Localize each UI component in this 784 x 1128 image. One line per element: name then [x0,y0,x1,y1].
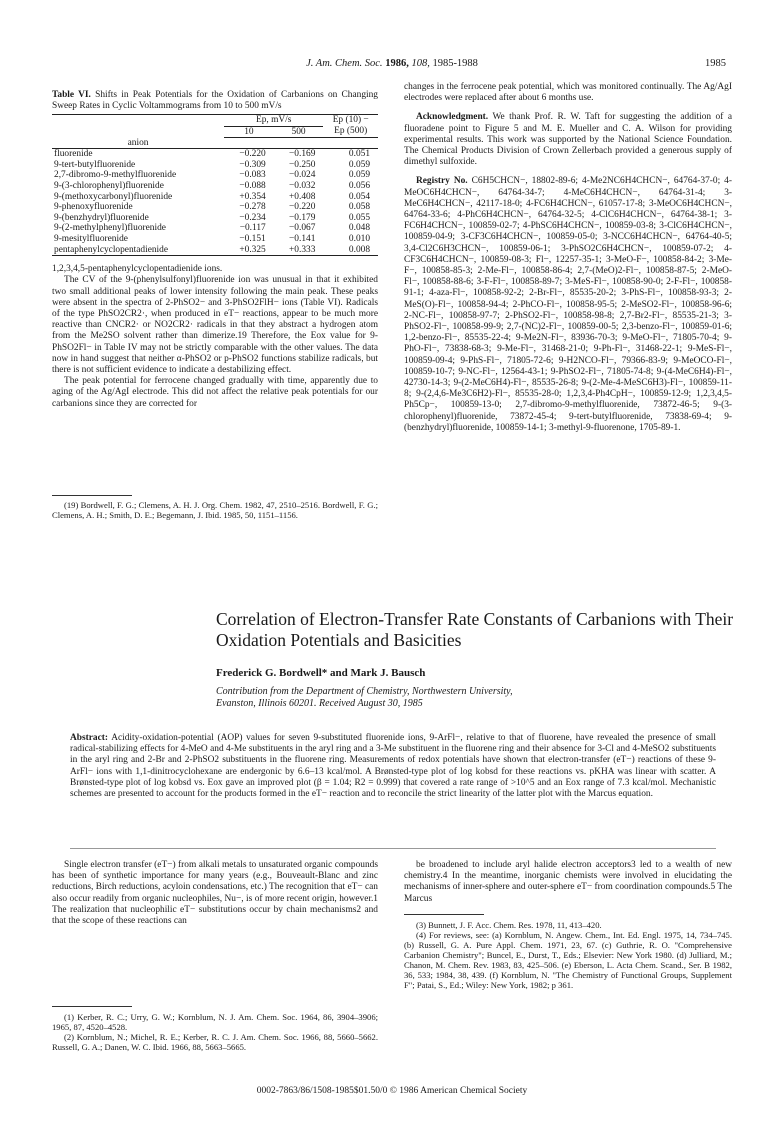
cell-diff: 0.048 [348,223,370,234]
table-row [52,149,378,160]
intro-footnotes-left: (1) Kerber, R. C.; Urry, G. W.; Kornblum, N. J. Am. Chem. Soc. 1964, 86, 3904–3906; 1965, 87, 4520–4528. (2) Kornblum, N.; Michel, R. E.; Kerber, R. C. J. Am. Chem. Soc. 1966, 88, 5660–5662. Russell, G. A.; Danen, W. C. Ibid. 1966, 88, 5663–5665. [52,1012,378,1052]
cell-anion: 9-(3-chlorophenyl)fluorenide [54,181,164,192]
cell-anion: 9-phenoxyfluorenide [54,202,133,213]
table-body [52,149,378,256]
cell-diff: 0.008 [348,244,370,255]
col-10-header: 10 [224,126,274,138]
cell-v10: −0.151 [239,234,266,245]
cell-diff: 0.051 [348,149,370,160]
abstract-rule [70,848,716,849]
left-column-top [52,90,378,410]
cell-diff: 0.058 [348,202,370,213]
cell-diff: 0.055 [348,212,370,223]
cell-anion: 9-tert-butylfluorenide [54,159,136,170]
right-column-top: changes in the ferrocene peak potential, which was monitored continually. The Ag/AgI electrodes were replaced after about 6 months use. Acknowledgment. We thank Prof. R. W. Taft for suggesting the addition of a fluoradene point to Figure 5 and M. E. Mueller and C. A. Wilson for providing experimental results. This work was supported by the National Science Foundation. The Chemical Products Division of Crown Zellerbach provided a generous supply of dimethyl sulfoxide. Registry No. C6H5CHCN−, 18802-89-6; 4-Me2NC6H4CHCN−, 64764-37-0; 4-MeOC6H4CHCN−, 64764-34-7; 4-MeC6H4CHCN−, 64764-31-4; 3-MeC6H4CHCN−, 42117-18-0; 4-FC6H4CHCN−, 61057-17-8; 3-MeOC6H4CHCN−, 64764-33-6; 4-PhC6H4CHCN−, 64764-32-5; 4-ClC6H4CHCN−, 64764-38-1; 3-FC6H4CHCN−, 100859-02-7; 4-PhSC6H4CHCN−, 100859-03-8; 3-ClC6H4CHCN−, 100859-04-9; 3-CF3C6H4CHCN−, 100859-05-0; 3-NCC6H4CHCN−, 64764-40-5; 3,4-Cl2C6H3CHCN−, 100859-06-1; 3-PhSO2C6H4CHCN−, 100859-07-2; 4-CF3C6H4CHCN−, 100859-08-3; Fl−, 12257-35-1; 3-MeO-F−, 100858-84-2; 3-Me-F−, 100858-85-3; 2-Me-Fl−, 100858-86-4; 2,7-(MeO)2-Fl−, 100858-87-5; 2-MeO-Fl−, 100858-88-6; 3-F-Fl−, 100858-89-7; 3-MeS-Fl−, 100858-90-0; 2-F-Fl−, 100858-91-1; 4-aza-Fl−, 100858-92-2; 2-Br-Fl−, 85535-20-2; 3-PhS-Fl−, 100858-93-3; 2-MeS(O)-Fl−, 100858-94-4; 2-PhCO-Fl−, 100858-95-5; 2-MeSO2-Fl−, 100858-96-6; 2-NC-Fl−, 100858-97-7; 2-PhSO2-Fl−, 100858-98-8; 2,7-Br2-Fl−, 85535-21-3; 3-PhSO2-Fl−, 100858-99-9; 2,7-(NC)2-Fl−, 100859-00-5; 2,3-benzo-Fl−, 100859-01-6; 1,2-benzo-Fl−, 85535-22-4; 9-Me2N-Fl−, 83936-70-3; 9-MeO-Fl−, 71805-70-4; 9-PhO-Fl−, 73838-68-3; 9-Me-Fl−, 31468-21-0; 9-Ph-Fl−, 31468-22-1; 9-MeS-Fl−, 100859-09-4; 9-PhS-Fl−, 71805-72-6; 9-H2NCO-Fl−, 79366-83-9; 9-MeOCO-Fl−, 100859-10-7; 9-NC-Fl−, 12564-43-1; 9-PhSO2-Fl−, 71805-74-8; 9-(4-MeC6H4)-Fl−, 42730-14-3; 9-(2-MeC6H4)-Fl−, 85535-26-8; 9-(2-Me-4-MeSC6H3)-Fl−, 100859-11-8; 9-(2,4,6-Me3C6H2)-Fl−, 85535-28-0; 1,2,3,4-Ph4CpH−, 100859-12-9; 1,2,3,4,5-Ph5Cp−, 100859-13-0; 2,7-dibromo-9-methylfluorenide, 73872-46-5; 9-(3-chlorophenyl)fluorenide, 73872-45-4; 9-tert-butylfluorenide, 73838-69-4; 9-(benzhydryl)fluorenide, 100859-14-1; 3-methyl-9-fluorenone, 1705-89-1. [404,82,732,433]
cell-v10: −0.220 [239,149,266,160]
cell-v10: −0.083 [239,170,266,181]
cell-v500: −0.220 [289,202,316,213]
cell-v500: −0.179 [289,212,316,223]
cell-v10: +0.325 [239,244,266,255]
cell-diff: 0.054 [348,191,370,202]
registry-numbers: Registry No. C6H5CHCN−, 18802-89-6; 4-Me2NC6H4CHCN−, 64764-37-0; 4-MeOC6H4CHCN−, 64764-34-7; 4-MeC6H4CHCN−, 64764-31-4; 3-MeC6H4CHCN−, 42117-18-0; 4-FC6H4CHCN−, 61057-17-8; 3-MeOC6H4CHCN−, 64764-33-6; 4-PhC6H4CHCN−, 64764-32-5; 4-ClC6H4CHCN−, 64764-38-1; 3-FC6H4CHCN−, 100859-02-7; 4-PhSC6H4CHCN−, 100859-03-8; 3-ClC6H4CHCN−, 100859-04-9; 3-CF3C6H4CHCN−, 100859-05-0; 3-NCC6H4CHCN−, 64764-40-5; 3,4-Cl2C6H3CHCN−, 100859-06-1; 3-PhSO2C6H4CHCN−, 100859-07-2; 4-CF3C6H4CHCN−, 100859-08-3; Fl−, 12257-35-1; 3-MeO-F−, 100858-84-2; 3-Me-F−, 100858-85-3; 2-Me-Fl−, 100858-86-4; 2,7-(MeO)2-Fl−, 100858-87-5; 2-MeO-Fl−, 100858-88-6; 3-F-Fl−, 100858-89-7; 3-MeS-Fl−, 100858-90-0; 2-F-Fl−, 100858-91-1; 4-aza-Fl−, 100858-92-2; 2-Br-Fl−, 85535-20-2; 3-PhS-Fl−, 100858-93-3; 2-MeS(O)-Fl−, 100858-94-4; 2-PhCO-Fl−, 100858-95-5; 2-MeSO2-Fl−, 100858-96-6; 2-NC-Fl−, 100858-97-7; 2-PhSO2-Fl−, 100858-98-8; 2,7-Br2-Fl−, 85535-21-3; 3-PhSO2-Fl−, 100858-99-9; 2,7-(NC)2-Fl−, 100859-00-5; 2,3-benzo-Fl−, 100859-01-6; 1,2-benzo-Fl−, 85535-22-4; 9-Me2N-Fl−, 83936-70-3; 9-MeO-Fl−, 71805-70-4; 9-PhO-Fl−, 73838-68-3; 9-Me-Fl−, 31468-21-0; 9-Ph-Fl−, 31468-22-1; 9-MeS-Fl−, 100859-09-4; 9-PhS-Fl−, 71805-72-6; 9-H2NCO-Fl−, 79366-83-9; 9-MeOCO-Fl−, 100859-10-7; 9-NC-Fl−, 12564-43-1; 9-PhSO2-Fl−, 71805-74-8; 9-(4-MeC6H4)-Fl−, 42730-14-3; 9-(2-MeC6H4)-Fl−, 85535-26-8; 9-(2-Me-4-MeSC6H3)-Fl−, 100859-11-8; 9-(2,4,6-Me3C6H2)-Fl−, 85535-28-0; 1,2,3,4-Ph4CpH−, 100859-12-9; 1,2,3,4,5-Ph5Cp−, 100859-13-0; 2,7-dibromo-9-methylfluorenide, 73872-46-5; 9-(3-chlorophenyl)fluorenide, 73872-45-4; 9-tert-butylfluorenide, 73838-69-4; 9-(benzhydryl)fluorenide, 100859-14-1; 3-methyl-9-fluorenone, 1705-89-1. [404,176,732,433]
cell-v500: −0.250 [289,159,316,170]
cell-anion: 9-mesitylfluorenide [54,234,128,245]
cell-v10: −0.309 [239,159,266,170]
cell-v500: −0.024 [289,170,316,181]
table-row [52,170,378,181]
table-row [52,234,378,245]
col-diff-header-1: Ep (10) − [332,115,369,126]
footnote-19: (19) Bordwell, F. G.; Clemens, A. H. J. Org. Chem. 1982, 47, 2510–2516. Bordwell, F. G.; Clemens, A. H.; Smith, D. E.; Begemann, J. Ibid. 1985, 50, 1151–1156. [52,500,378,520]
cell-v500: −0.169 [289,149,316,160]
table-row [52,245,378,256]
intro-right: be broadened to include aryl halide electron acceptors3 led to a wealth of new chemistry.4 In the meantime, inorganic chemists were involved in elucidating the mechanisms of inner-sphere and outer-sphere eT− from coordination compounds.5 The Marcus [404,860,732,904]
cell-v500: −0.141 [289,234,316,245]
col-500-header: 500 [274,126,324,138]
journal-citation: J. Am. Chem. Soc. 1986, 108, 1985-1988 [306,58,478,69]
left-body-text: 1,2,3,4,5-pentaphenylcyclopentadienide ions. The CV of the 9-(phenylsulfonyl)fluorenide ion was unusual in that it exhibited two small additional peaks of lower intensity following the main peak. These peaks were absent in the spectra of 2-PhSO2− and 3-PhSO2FlH− ions (Table VI). Radicals of the type PhSO2CR2·, when produced in eT− reactions, appear to be much more reactive than CNCR2· or NO2CR2· radicals in that they abstract a hydrogen atom from the Me2SO solvent rather than dimerize.19 Therefore, the Eox value for 9-PhSO2Fl− in Table IV may not be strictly comparable with the other values. The data now in hand suggest that neither α-PhSO2 or p-PhSO2 functions stabilize radicals, but there is not sufficient evidence to indicate a destabilizing effect. The peak potential for ferrocene changed gradually with time, apparently due to aging of the Ag/AgI electrode. This did not affect the relative peak potentials for our carbanions since they are corrected for [52,264,378,409]
copyright-footer: 0002-7863/86/1508-1985$01.50/0 © 1986 American Chemical Society [256,1086,528,1096]
col-anion-label: anion [52,138,224,149]
affiliation: Contribution from the Department of Chemistry, Northwestern University, Evanston, Illinois 60201. Received August 30, 1985 [216,686,513,709]
cell-v10: −0.278 [239,202,266,213]
col-ep-header: Ep, mV/s [224,115,323,127]
cell-diff: 0.059 [348,159,370,170]
intro-footnote-rule-left [52,1006,132,1007]
cell-anion: 9-(benzhydryl)fluorenide [54,212,149,223]
cell-v500: −0.032 [289,181,316,192]
cell-v500: −0.067 [289,223,316,234]
intro-footnote-rule-right [404,914,484,915]
article-title: Correlation of Electron-Transfer Rate Constants of Carbanions with Their Oxidation Potentials and Basicities [216,609,734,650]
abstract: Abstract: Acidity-oxidation-potential (AOP) values for seven 9-substituted fluorenide ions, 9-ArFl−, relative to that of fluorene, have revealed the presence of small radical-stabilizing effects for 4-MeO and 4-Me substituents in the aryl ring and a 3-Me substituent in the fluorene ring and their absence for 3-Cl and 4-MeSO2 substituents in the aryl ring and 2-Br and 2-PhSO2 substituents in the fluorene ring. Measurements of redox potentials have shown that electron-transfer (eT−) reactions of these 9-ArFl− ions with 1,1-dinitrocyclohexane are endergonic by 6.6–13 kcal/mol. A Brønsted-type plot of log kobsd for these reactions vs. pKHA was linear with scatter. A Brønsted-type plot of log kobsd vs. Eox gave an improved plot (β = 1.04; R2 = 0.999) that covered a rate range of >10^5 and an Eox range of 7.3 kcal/mol. Mechanistic schemes are presented to account for the products formed in the eT− reaction and to reconcile the strict linearity of the latter plot with the Marcus equation. [70,733,716,800]
cell-anion: 9-(2-methylphenyl)fluorenide [54,223,166,234]
cell-anion: fluorenide [54,149,93,160]
cell-v10: +0.354 [239,191,266,202]
cell-v10: −0.117 [239,223,266,234]
article-authors: Frederick G. Bordwell* and Mark J. Bausch [216,667,426,679]
table-caption: Table VI. Shifts in Peak Potentials for the Oxidation of Carbanions on Changing Sweep Rates in Cyclic Voltammograms from 10 to 500 mV/s [52,90,378,111]
acknowledgment: Acknowledgment. We thank Prof. R. W. Taft for suggesting the addition of a fluoradene point to Figure 5 and M. E. Mueller and C. A. Wilson for providing experimental results. This work was supported by the National Science Foundation. The Chemical Products Division of Crown Zellerbach provided a generous supply of dimethyl sulfoxide. [404,112,732,168]
intro-left: Single electron transfer (eT−) from alkali metals to unsaturated organic compounds has been of synthetic importance for many years (e.g., Bouveault-Blanc and zinc reductions, Birch reductions, acyloin condensations, etc.) The recognition that eT− can also occur readily from organic nucleophiles, Nu−, is of more recent origin, however.1 The realization that nucleophilic eT− substitutions occur by chain mechanisms2 and that the scope of these reactions can [52,860,378,927]
footnote-rule [52,495,132,496]
table-row [52,192,378,203]
table-row [52,213,378,224]
col-diff-header-2: Ep (500) [323,126,378,138]
cell-v500: +0.333 [289,244,316,255]
table-row [52,202,378,213]
cell-v10: −0.088 [239,181,266,192]
cell-anion: pentaphenylcyclopentadienide [54,244,169,255]
cell-anion: 9-(methoxycarbonyl)fluorenide [54,191,173,202]
table-vi [52,114,378,256]
intro-footnotes-right: (3) Bunnett, J. F. Acc. Chem. Res. 1978, 11, 413–420. (4) For reviews, see: (a) Kornblum, N. Angew. Chem., Int. Ed. Engl. 1975, 14, 734–745. (b) Russell, G. A. Pure Appl. Chem. 1971, 23, 67. (c) Guthrie, R. O. "Comprehensive Carbanion Chemistry"; Buncel, E., Durst, T., Eds.; Elsevier: New York 1980. (d) Julliard, M.; Chanon, M. Chem. Rev. 1983, 83, 425–506. (e) Eberson, L. Acta Chem. Scand., Ser. B 1982, 36, 533; 1984, 38, 439. (f) Kornblum, N. "The Chemistry of Functional Groups, Supplement F"; Patai, S., Ed.; Wiley: New York, 1982; p 361. [404,920,732,990]
table-row [52,160,378,171]
table-row [52,223,378,234]
table-row [52,181,378,192]
cell-anion: 2,7-dibromo-9-methylfluorenide [54,170,177,181]
cell-v10: −0.234 [239,212,266,223]
cell-diff: 0.059 [348,170,370,181]
cell-diff: 0.056 [348,181,370,192]
cell-diff: 0.010 [348,234,370,245]
col-anion-header [52,115,224,138]
page-number: 1985 [705,58,726,69]
cell-v500: +0.408 [289,191,316,202]
